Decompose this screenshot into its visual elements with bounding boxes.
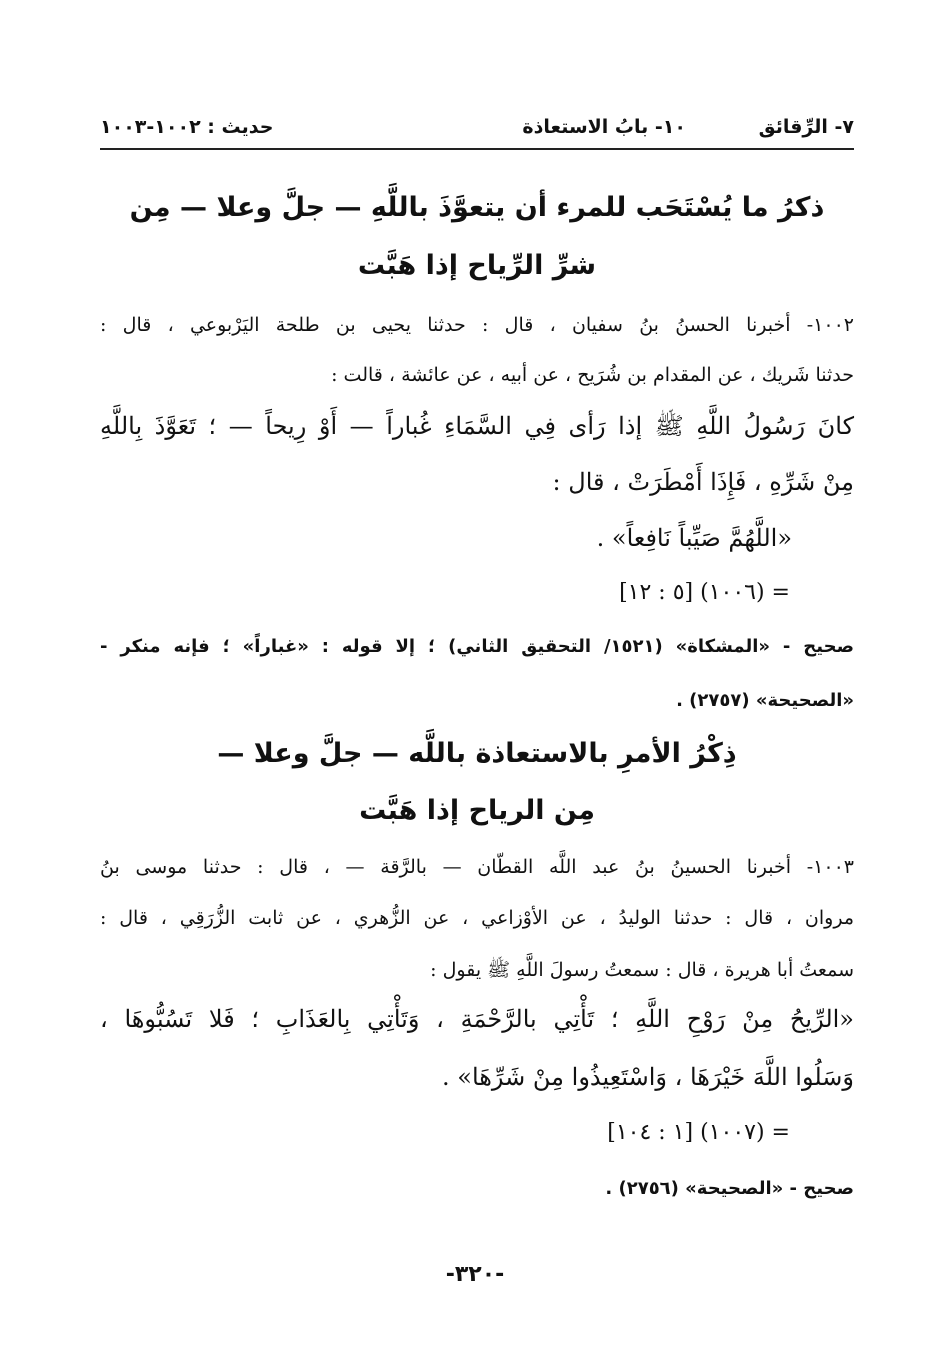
hadith1-isnad-line1: ١٠٠٢- أخبرنا الحسنُ بنُ سفيان ، قال : حدثنا يحيى بن طلحة اليَرْبوعي ، قال :: [100, 314, 854, 336]
hadith1-isnad-line2: حدثنا شَريك ، عن المقدام بن شُرَيح ، عن أبيه ، عن عائشة ، قالت :: [331, 364, 854, 386]
header-hadith-range: حديث : ١٠٠٢-١٠٠٣: [100, 116, 274, 138]
header-section: ٧- الرِّقائق: [758, 116, 854, 138]
chapter2-title-line2: مِن الرياح إذا هَبَّت: [359, 795, 595, 826]
hadith2-isnad-line1: ١٠٠٣- أخبرنا الحسينُ بنُ عبد اللَّه القطّان — بالرَّقة — ، قال : حدثنا موسى بنُ: [100, 856, 854, 878]
hadith2-matn-line2: وَسَلُوا اللَّهَ خَيْرَهَا ، وَاسْتَعِيذُوا مِنْ شَرِّهَا» .: [442, 1063, 854, 1091]
hadith1-matn-line3: «اللَّهُمَّ صَيِّباً نَافِعاً» .: [596, 524, 792, 552]
chapter1-title-line2: شرِّ الرِّياح إذا هَبَّت: [357, 250, 597, 281]
hadith2-isnad-line3: سمعتُ أبا هريرة ، قال : سمعتُ رسولَ اللَّهِ ﷺ يقول :: [430, 959, 854, 981]
hadith1-matn-line1: كانَ رَسُولُ اللَّهِ ﷺ إذا رَأى فِي السَّمَاءِ غُباراً — أَوْ رِيحاً — ؛ تَعَوَّذَ بِاللَّهِ: [100, 412, 854, 440]
hadith1-grade-line1: صحيح - «المشكاة» (١٥٢١/ التحقيق الثاني) ؛ إلا قوله : «غباراً» ؛ فإنه منكر -: [100, 636, 854, 657]
hadith2-matn-line1: «الرِّيحُ مِنْ رَوْحِ اللَّهِ ؛ تَأْتِي بالرَّحْمَةِ ، وَتَأْتِي بِالعَذَابِ ؛ فَلا تَسُبُّوهَا ،: [100, 1005, 854, 1033]
page-number: -٣٢٠-: [445, 1262, 505, 1287]
chapter2-title-line1: ذِكْرُ الأمرِ بالاستعاذة باللَّه — جلَّ وعلا —: [217, 738, 737, 769]
hadith2-isnad-line2: مروان ، قال : حدثنا الوليدُ ، عن الأوْزاعي ، عن الزُّهري ، عن ثابت الزُّرَقِي ، قال :: [100, 907, 854, 929]
hadith1-matn-line2: مِنْ شَرِّهِ ، فَإِذَا أَمْطَرَتْ ، قال :: [552, 468, 854, 496]
running-header: [100, 108, 854, 150]
chapter1-title-line1: ذكرُ ما يُسْتَحَب للمرء أن يتعوَّذَ باللَّهِ — جلَّ وعلا — مِن: [129, 192, 825, 223]
hadith2-reference: = (١٠٠٧) [١ : ١٠٤]: [607, 1120, 790, 1145]
hadith2-grade: صحيح - «الصحيحة» (٢٧٥٦) .: [605, 1178, 854, 1199]
hadith1-grade-line2: «الصحيحة» (٢٧٥٧) .: [676, 690, 854, 711]
header-chapter: ١٠- بابُ الاستعاذة: [522, 116, 686, 138]
hadith1-reference: = (١٠٠٦) [٥ : ١٢]: [619, 580, 790, 605]
